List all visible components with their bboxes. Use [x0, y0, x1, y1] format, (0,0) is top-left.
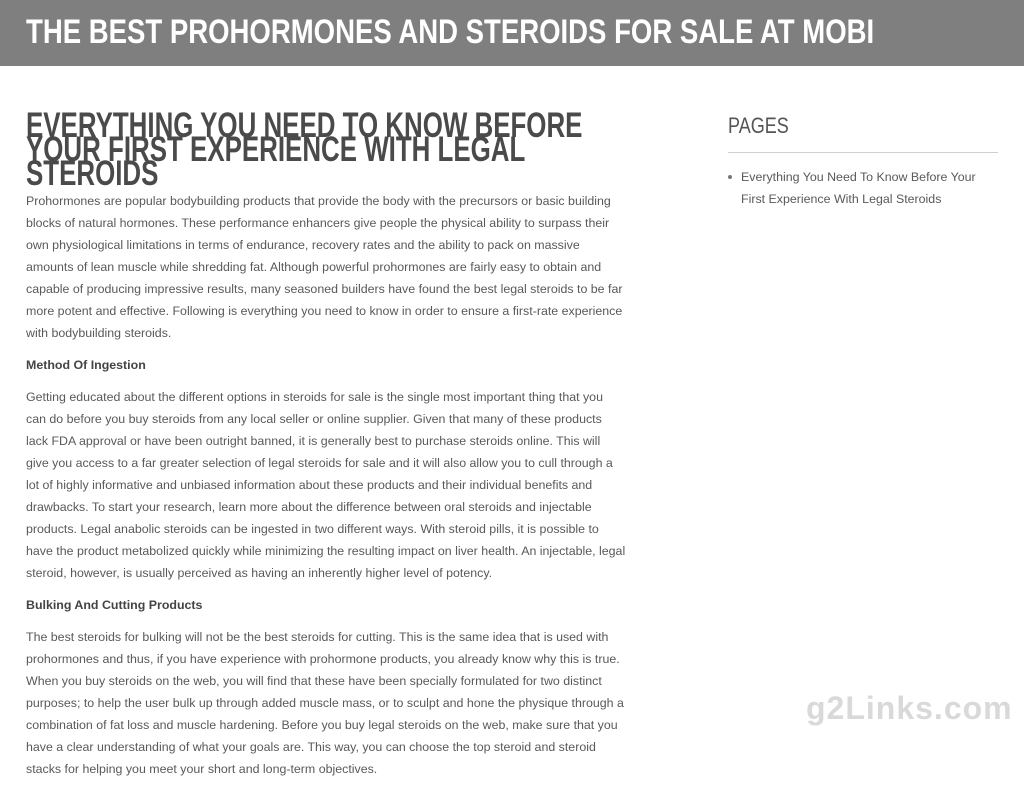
- sidebar: [728, 110, 998, 210]
- watermark-logo: g2Links.com: [806, 690, 1013, 726]
- post-paragraph-bulking: The best steroids for bulking will not be the best steroids for cutting. This is the same idea that is used with prohormones and thus, if you have experience with prohormone products, you already know why this is true. When you buy steroids on the web, you will find that these have been specially formulated for two distinct purposes; to help the user bulk up through added muscle mass, or to sculpt and hone the physique through a combination of fat loss and muscle hardening. Before you buy legal steroids on the web, make sure that you have a clear understanding of what your goals are. This way, you can choose the top steroid and steroid stacks for helping you meet your short and long-term objectives.: [26, 630, 624, 776]
- post-heading-bulking-and-cutting: Bulking And Cutting Products: [26, 598, 203, 612]
- post: [26, 106, 626, 776]
- post-title: EVERYTHING YOU NEED TO KNOW BEFORE YOUR FIRST EXPERIENCE WITH LEGAL STEROIDS: [26, 106, 583, 193]
- pages-list-item: [728, 166, 998, 210]
- page-link[interactable]: Everything You Need To Know Before Your First Experience With Legal Steroids: [741, 170, 976, 206]
- bullet-icon: [728, 175, 732, 179]
- post-heading-method-of-ingestion: Method Of Ingestion: [26, 358, 146, 372]
- pages-list: [728, 166, 998, 210]
- post-paragraph-intro: Prohormones are popular bodybuilding products that provide the body with the precursors or basic building blocks of natural hormones. These performance enhancers give people the physical ability to surpass their own physiological limitations in terms of endurance, recovery rates and the ability to pack on massive amounts of lean muscle while shredding fat. Although powerful prohormones are fairly easy to obtain and capable of producing impressive results, many seasoned builders have found the best legal steroids to be far more potent and effective. Following is everything you need to know in order to ensure a first-rate experience with bodybuilding steroids.: [26, 194, 623, 340]
- site-header: [0, 0, 1024, 66]
- pages-widget-title: PAGES: [728, 113, 789, 138]
- widget-divider: [728, 152, 998, 153]
- post-paragraph-ingestion: Getting educated about the different options in steroids for sale is the single most important thing that you can do before you buy steroids from any local seller or online supplier. Given that many of these products lack FDA approval or have been outright banned, it is generally best to purchase steroids online. This will give you access to a far greater selection of legal steroids for sale and it will also allow you to cull through a lot of highly informative and unbiased information about these products and their individual benefits and drawbacks. To start your research, learn more about the difference between oral steroids and injectable products. Legal anabolic steroids can be ingested in two different ways. With steroid pills, it is possible to have the product metabolized quickly while minimizing the resulting impact on liver health. An injectable, legal steroid, however, is usually perceived as having an inherently higher level of potency.: [26, 390, 626, 580]
- post-body: [26, 190, 626, 790]
- site-title[interactable]: THE BEST PROHORMONES AND STEROIDS FOR SALE AT MOBI: [26, 13, 875, 51]
